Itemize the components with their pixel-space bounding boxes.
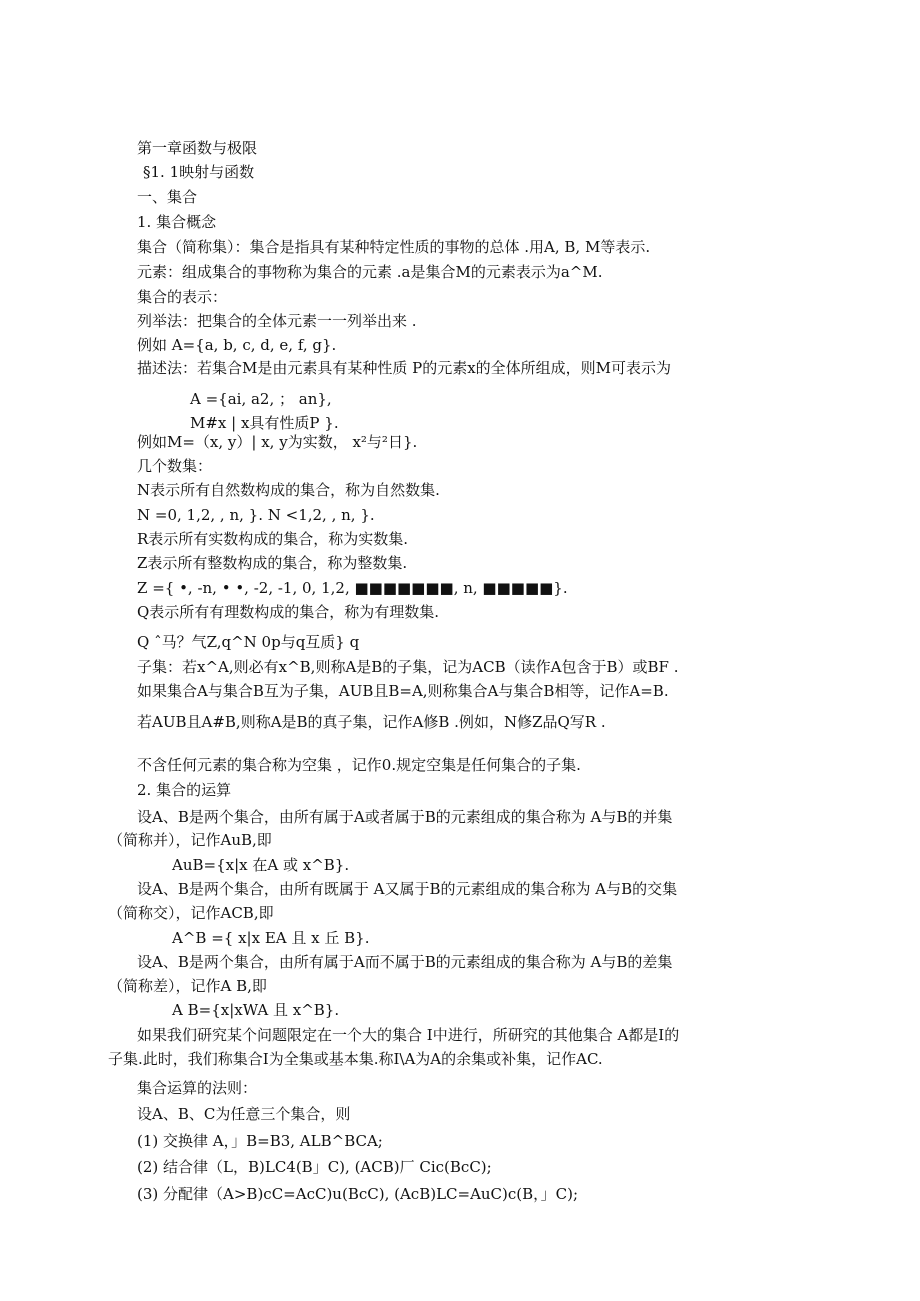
paragraph-subset: 子集：若x^A,则必有x^B,则称A是B的子集，记为ACB（读作A包含于B）或BF . [137,658,679,676]
paragraph-natural-numbers: N表示所有自然数构成的集合，称为自然数集. [137,481,440,499]
paragraph-union-a: 设A、B是两个集合，由所有属于A或者属于B的元素组成的集合称为 A与B的并集 [137,808,673,826]
paragraph-universal-set-a: 如果我们研究某个问题限定在一个大的集合 I中进行，所研究的其他集合 A都是I的 [137,1026,680,1044]
paragraph-intersection-a: 设A、B是两个集合，由所有既属于 A又属于B的元素组成的集合称为 A与B的交集 [137,880,678,898]
paragraph-enumeration: 列举法：把集合的全体元素一一列举出来 . [137,312,417,330]
paragraph-universal-set-b: 子集.此时，我们称集合I为全集或基本集.称I\A为A的余集或补集，记作AC. [108,1050,603,1068]
chapter-title: 第一章函数与极限 [137,139,258,157]
formula-difference: A B={x|xWA 且 x^B}. [172,1001,340,1019]
formula-enumerated-set: A ={ai, a2, ； an}, [190,390,332,408]
paragraph-laws-intro: 设A、B、C为任意三个集合，则 [137,1105,351,1123]
formula-integers: Z ={ •, -n, • •, -2, -1, 0, 1,2, ■■■■■■■, n, ■■■■■}. [137,579,568,597]
formula-intersection: A^B ={ x|x EA 且 x 丘 B}. [172,929,370,947]
heading-operation-laws: 集合运算的法则： [137,1079,258,1097]
paragraph-description: 描述法：若集合M是由元素具有某种性质 P的元素x的全体所组成，则M可表示为 [137,359,672,377]
paragraph-difference-b: （简称差），记作A B,即 [108,977,267,995]
heading-number-sets: 几个数集： [137,457,213,475]
paragraph-difference-a: 设A、B是两个集合，由所有属于A而不属于B的元素组成的集合称为 A与B的差集 [137,953,673,971]
law-distributive: (3) 分配律（A>B)cC=AcC)u(BcC), (AcB)LC=AuC)c(B，」C); [137,1185,579,1203]
paragraph-proper-subset: 若AUB且A#B,则称A是B的真子集，记作A修B .例如，N修Z品Q写R . [137,713,606,731]
law-commutative: (1) 交换律 A，」B=B3, ALB^BCA; [137,1132,383,1150]
paragraph-set-definition: 集合（简称集）：集合是指具有某种特定性质的事物的总体 .用A, B, M等表示. [137,238,651,256]
paragraph-set-equality: 如果集合A与集合B互为子集，AUB且B=A,则称集合A与集合B相等，记作A=B. [137,682,669,700]
law-associative: (2) 结合律（L，B)LC4(B」C), (ACB)厂 Cic(BcC); [137,1158,492,1176]
paragraph-element-definition: 元素：组成集合的事物称为集合的元素 .a是集合M的元素表示为a^M. [137,263,603,281]
heading-set-operations: 2. 集合的运算 [137,781,232,799]
example-description: 例如M=（x, y）| x, y为实数， x²与²日}. [137,433,418,451]
formula-union: AuB={x|x 在A 或 x^B}. [172,856,350,874]
paragraph-union-b: （简称并），记作AuB,即 [108,831,272,849]
paragraph-intersection-b: （简称交），记作ACB,即 [108,904,274,922]
heading-set-concept: 1. 集合概念 [137,213,217,231]
example-enumeration: 例如 A={a, b, c, d, e, f, g}. [137,336,337,354]
subsection-title: 一、集合 [137,188,198,206]
formula-natural-numbers: N =0, 1,2, , n, }. N <1,2, , n, }. [137,506,375,524]
paragraph-integers: Z表示所有整数构成的集合，称为整数集. [137,554,408,572]
paragraph-empty-set: 不含任何元素的集合称为空集 ，记作0.规定空集是任何集合的子集. [137,756,581,774]
formula-rational-numbers: Q ˆ马？气Z,q^N 0p与q互质} q [137,633,360,651]
paragraph-rational-numbers: Q表示所有有理数构成的集合，称为有理数集. [137,603,440,621]
formula-described-set: M#x | x具有性质P }. [190,414,339,432]
paragraph-real-numbers: R表示所有实数构成的集合，称为实数集. [137,530,409,548]
section-title: §1. 1映射与函数 [143,163,255,181]
heading-set-representation: 集合的表示： [137,288,228,306]
